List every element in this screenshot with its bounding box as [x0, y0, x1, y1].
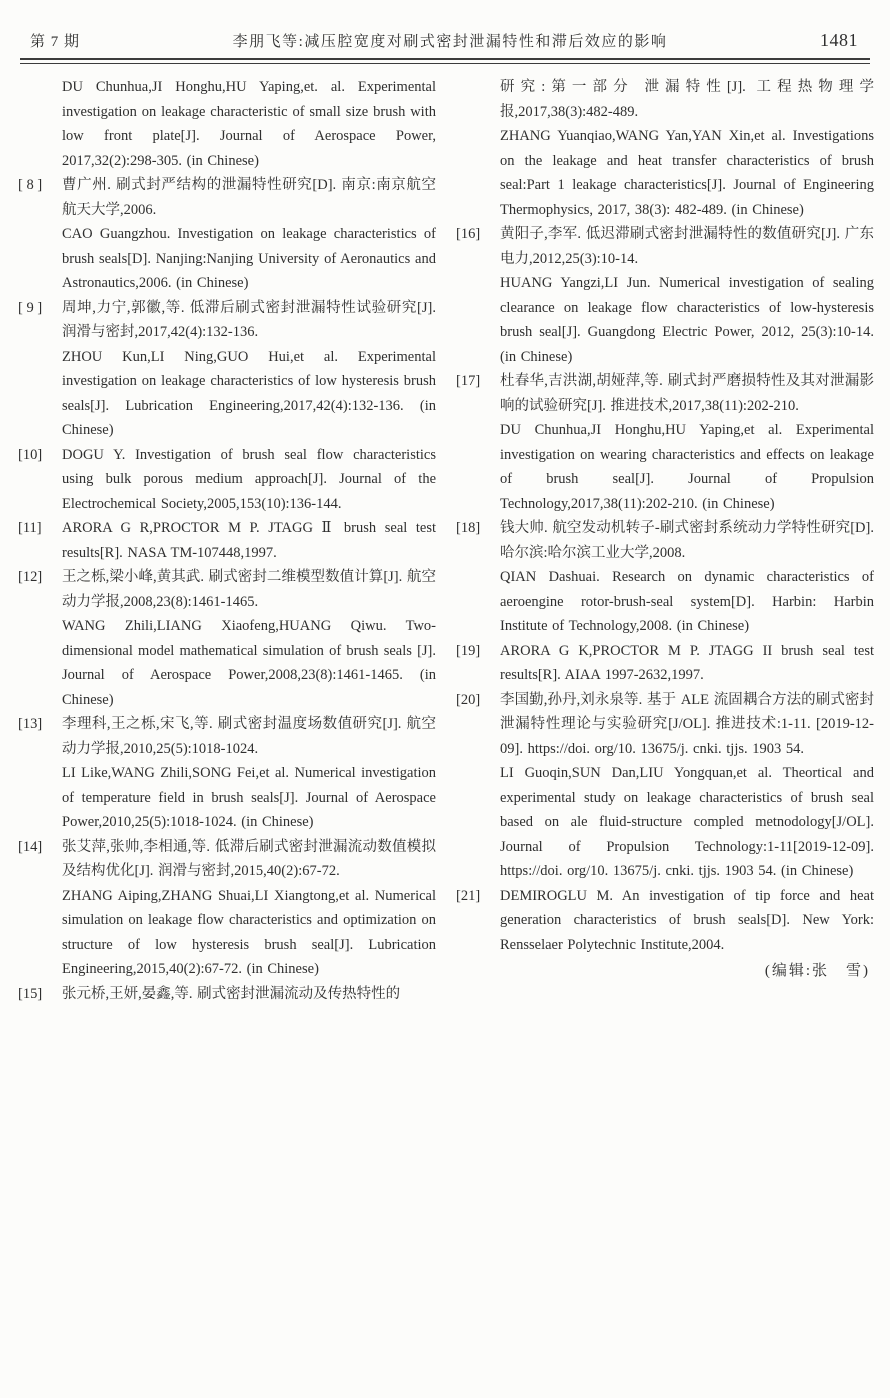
reference-paragraph: 张元桥,王妍,晏鑫,等. 刷式密封泄漏流动及传热特性的 [62, 985, 401, 1002]
reference-body [500, 688, 874, 884]
reference-paragraph: ARORA G K,PROCTOR M P. JTAGG II brush seal test results[R]. AIAA 1997-2632,1997. [500, 642, 874, 683]
page-number: 1481 [820, 30, 858, 50]
reference-body [62, 565, 436, 712]
reference-number: [20] [456, 691, 481, 708]
reference-body [500, 369, 874, 516]
reference-body [500, 75, 874, 222]
reference-entry [456, 516, 874, 639]
reference-number: [13] [18, 716, 43, 732]
reference-paragraph: LI Guoqin,SUN Dan,LIU Yongquan,et al. Theortical and experimental study on leakage characteristics of brush seal based on ale fluid-structure compled metnodology[J/OL]. Journal of Propulsion Technology:1-11[2019-12-09]. https://doi. org/10. 13675/j. cnki. tjjs. 1903 54. (in Chinese) [500, 765, 874, 879]
running-title: 李朋飞等:减压腔宽度对刷式密封泄漏特性和滞后效应的影响 [232, 34, 668, 50]
reference-body [500, 639, 874, 688]
references-section [0, 64, 890, 1006]
reference-number: [21] [456, 887, 481, 904]
reference-paragraph: LI Like,WANG Zhili,SONG Fei,et al. Numerical investigation of temperature field in brush seals[J]. Journal of Aerospace Power,2010,25(5):1018-1024. (in Chinese) [62, 765, 436, 830]
reference-entry [456, 639, 874, 688]
reference-entry [18, 173, 436, 296]
reference-paragraph: HUANG Yangzi,LI Jun. Numerical investigation of sealing clearance on leakage flow characteristics of low-hysteresis brush seal[J]. Guangdong Electric Power, 2012, 25(3):10-14. (in Chinese) [500, 275, 874, 365]
reference-entry [456, 884, 874, 958]
reference-paragraph: 王之栎,梁小峰,黄其武. 刷式密封二维模型数值计算[J]. 航空动力学报,2008,23(8):1461-1465. [62, 569, 436, 610]
reference-body [62, 982, 436, 1007]
reference-body [62, 443, 436, 517]
reference-entry [18, 75, 436, 173]
reference-paragraph: ARORA G R,PROCTOR M P. JTAGG Ⅱ brush seal test results[R]. NASA TM-107448,1997. [62, 520, 436, 561]
reference-paragraph: 杜春华,吉洪湖,胡娅萍,等. 刷式封严磨损特性及其对泄漏影响的试验研究[J]. 推进技术,2017,38(11):202-210. [500, 373, 874, 414]
reference-body [500, 516, 874, 639]
reference-paragraph: 曹广州. 刷式封严结构的泄漏特性研究[D]. 南京:南京航空航天大学,2006. [62, 177, 436, 218]
reference-number: [17] [456, 373, 481, 389]
reference-entry [456, 75, 874, 222]
reference-number: [10] [18, 446, 43, 463]
reference-entry [18, 712, 436, 835]
reference-number: [14] [18, 838, 43, 855]
reference-paragraph: DOGU Y. Investigation of brush seal flow characteristics using bulk porous medium approach[J]. Journal of the Electrochemical Society,2005,153(10):136-144. [62, 446, 436, 512]
reference-number: [12] [18, 569, 43, 585]
reference-body [62, 173, 436, 296]
reference-entry [456, 369, 874, 516]
reference-paragraph: 黄阳子,李军. 低迟滞刷式密封泄漏特性的数值研究[J]. 广东电力,2012,25(3):10-14. [500, 226, 874, 267]
reference-paragraph: 李理科,王之栎,宋飞,等. 刷式密封温度场数值研究[J]. 航空动力学报,2010,25(5):1018-1024. [62, 716, 436, 757]
reference-number: [11] [18, 520, 42, 536]
reference-paragraph: 张艾萍,张帅,李相通,等. 低滞后刷式密封泄漏流动数值模拟及结构优化[J]. 润滑与密封,2015,40(2):67-72. [62, 838, 436, 879]
reference-body [62, 835, 436, 982]
references-column-left [18, 75, 436, 1006]
reference-paragraph: CAO Guangzhou. Investigation on leakage characteristics of brush seals[D]. Nanjing:Nanjing University of Aeronautics and Astronautics,2006. (in Chinese) [62, 226, 436, 291]
reference-number: [18] [456, 520, 481, 536]
reference-paragraph: ZHANG Aiping,ZHANG Shuai,LI Xiangtong,et al. Numerical simulation on leakage flow characteristics and optimization on structure of low hysteresis brush seal[J]. Lubrication Engineering,2015,40(2):67-72. (in Chinese) [62, 887, 436, 977]
reference-body [62, 516, 436, 565]
reference-entry [456, 222, 874, 369]
reference-body [62, 296, 436, 443]
reference-entry [18, 982, 436, 1007]
reference-number: [15] [18, 985, 43, 1002]
reference-paragraph: 周坤,力宁,郭徽,等. 低滞后刷式密封泄漏特性试验研究[J]. 润滑与密封,2017,42(4):132-136. [62, 299, 436, 340]
reference-entry [18, 565, 436, 712]
reference-body [62, 75, 436, 173]
reference-paragraph: DEMIROGLU M. An investigation of tip force and heat generation characteristics of brush seals[D]. New York: Rensselaer Polytechnic Institute,2004. [500, 887, 874, 953]
reference-paragraph: WANG Zhili,LIANG Xiaofeng,HUANG Qiwu. Two-dimensional model mathematical simulation of brush seals [J]. Journal of Aerospace Power,2008,23(8):1461-1465. (in Chinese) [62, 618, 436, 708]
reference-number: [ 8 ] [18, 177, 43, 193]
reference-number [456, 75, 500, 222]
reference-paragraph: QIAN Dashuai. Research on dynamic characteristics of aeroengine rotor-brush-seal system[D]. Harbin: Harbin Institute of Technology,2008. (in Chinese) [500, 569, 874, 634]
reference-entry [18, 835, 436, 982]
page-header [0, 0, 890, 51]
reference-paragraph: ZHANG Yuanqiao,WANG Yan,YAN Xin,et al. Investigations on the leakage and heat transfer characteristics of brush seal:Part 1 leakage characteristics[J]. Journal of Engineering Thermophysics, 2017, 38(3): 482-489. (in Chinese) [500, 128, 874, 218]
issue-label: 第 7 期 [30, 34, 81, 50]
reference-number: [ 9 ] [18, 299, 43, 316]
editor-note: (编辑:张 雪) [764, 963, 870, 979]
reference-paragraph: 李国勤,孙丹,刘永泉等. 基于 ALE 流固耦合方法的刷式密封泄漏特性理论与实验研究[J/OL]. 推进技术:1-11. [2019-12-09]. https://doi. org/10. 13675/j. cnki. tjjs. 1903 54. [500, 691, 874, 757]
reference-body [500, 884, 874, 958]
reference-paragraph: 钱大帅. 航空发动机转子-刷式密封系统动力学特性研究[D]. 哈尔滨:哈尔滨工业大学,2008. [500, 520, 874, 561]
reference-number: [16] [456, 226, 481, 242]
reference-entry [456, 688, 874, 884]
reference-number: [19] [456, 642, 481, 659]
reference-paragraph: 研究:第一部分 泄漏特性[J]. 工程热物理学报,2017,38(3):482-489. [500, 79, 874, 120]
reference-paragraph: DU Chunhua,JI Honghu,HU Yaping,et. al. Experimental investigation on leakage characteristic of small size brush with low front plate[J]. Journal of Aerospace Power, 2017,32(2):298-305. (in Chinese) [62, 79, 436, 169]
reference-entry [18, 296, 436, 443]
reference-entry [18, 443, 436, 517]
reference-body [62, 712, 436, 835]
reference-entry [18, 516, 436, 565]
reference-paragraph: ZHOU Kun,LI Ning,GUO Hui,et al. Experimental investigation on leakage characteristics of low hysteresis brush seals[J]. Lubrication Engineering,2017,42(4):132-136. (in Chinese) [62, 348, 436, 438]
reference-body [500, 222, 874, 369]
reference-paragraph: DU Chunhua,JI Honghu,HU Yaping,et al. Experimental investigation on wearing characteristics and effects on leakage of brush seal[J]. Journal of Propulsion Technology,2017,38(11):202-210. (in Chinese) [500, 422, 874, 512]
reference-number [18, 75, 62, 173]
references-column-right [456, 75, 874, 1006]
